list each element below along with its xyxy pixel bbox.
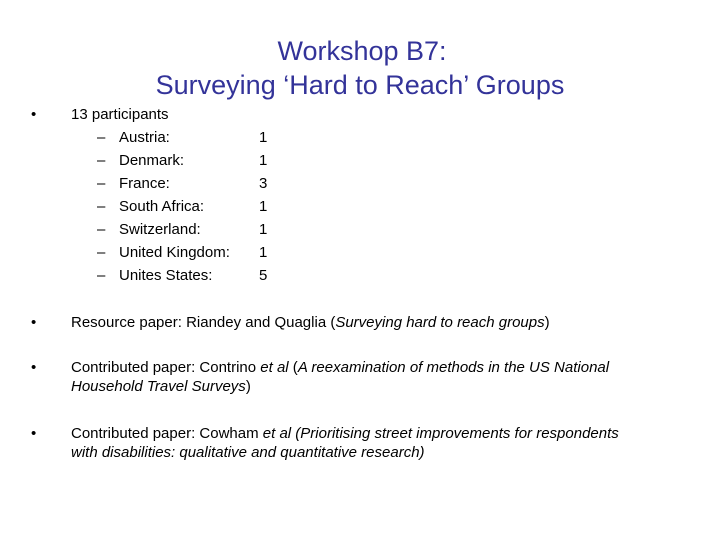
contributed-paper-contrino [71, 358, 631, 396]
title-line-2: Surveying ‘Hard to Reach’ Groups [155, 70, 565, 100]
resource-paper-suffix: ) [544, 314, 550, 331]
contrino-title: A reexamination of methods in the US National Household Travel Surveys [71, 359, 610, 395]
contrino-prefix: Contributed paper: Contrino [71, 359, 261, 376]
cowham-etal: et al [262, 425, 292, 442]
country-name: Denmark: [119, 152, 185, 169]
dash-marker: – [97, 152, 106, 169]
cowham-prefix: Contributed paper: Cowham [71, 425, 263, 442]
country-count: 5 [259, 267, 268, 284]
dash-marker: – [97, 244, 106, 261]
country-name: Austria: [119, 129, 170, 146]
title-line-1: Workshop B7: [277, 36, 447, 66]
slide-title [0, 34, 720, 102]
resource-paper-title: Surveying hard to reach groups [335, 314, 545, 331]
contrino-open: ( [288, 359, 298, 376]
resource-paper [71, 313, 671, 332]
bullet-marker: • [31, 106, 37, 123]
country-name: Unites States: [119, 267, 213, 284]
dash-marker: – [97, 198, 106, 215]
contrino-etal: et al [260, 359, 289, 376]
participants-heading: 13 participants [71, 106, 169, 123]
contributed-paper-cowham [71, 424, 631, 462]
country-name: South Africa: [119, 198, 205, 215]
resource-paper-prefix: Resource paper: Riandey and Quaglia ( [71, 314, 336, 331]
dash-marker: – [97, 221, 106, 238]
country-name: France: [119, 175, 170, 192]
country-name: United Kingdom: [119, 244, 230, 261]
country-name: Switzerland: [119, 221, 201, 238]
country-count: 3 [259, 175, 268, 192]
country-count: 1 [259, 198, 268, 215]
country-count: 1 [259, 129, 268, 146]
dash-marker: – [97, 175, 106, 192]
dash-marker: – [97, 267, 106, 284]
bullet-marker: • [31, 425, 37, 442]
contrino-suffix: ) [245, 378, 251, 395]
country-count: 1 [259, 221, 268, 238]
bullet-marker: • [31, 359, 37, 376]
country-count: 1 [259, 244, 268, 261]
cowham-title: (Prioritising street improvements for respondents with disabilities: qualitative and quantitative research) [71, 425, 619, 461]
bullet-marker: • [31, 314, 37, 331]
country-count: 1 [259, 152, 268, 169]
dash-marker: – [97, 129, 106, 146]
